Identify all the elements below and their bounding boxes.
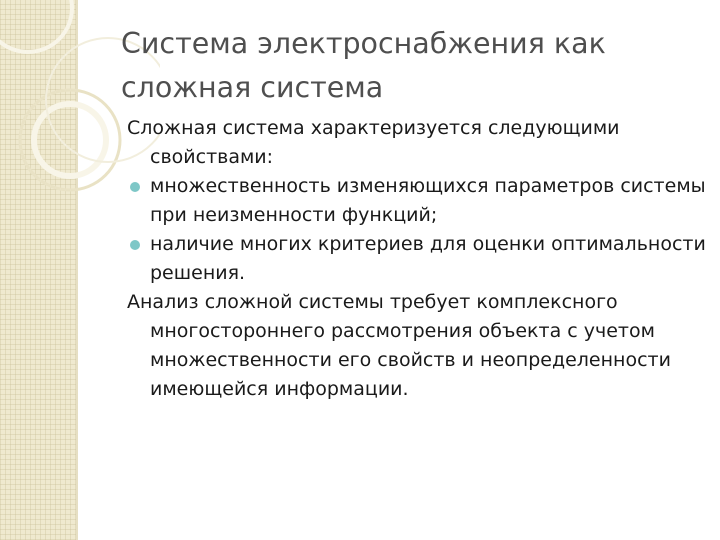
conclusion-paragraph: Анализ сложной системы требует комплексного многостороннего рассмотрения объекта с учетом множественности его свойств и неопределенности имеющейся информации.	[127, 291, 671, 400]
slide-title: Система электроснабжения как сложная система	[121, 27, 606, 104]
bullet-icon	[130, 240, 140, 250]
slide-body	[127, 114, 707, 404]
intro-paragraph: Сложная система характеризуется следующими свойствами:	[127, 117, 620, 168]
bullet-text: множественность изменяющихся параметров системы при неизменности функций;	[150, 175, 706, 226]
bullet-text: наличие многих критериев для оценки оптимальности решения.	[150, 233, 706, 284]
bullet-item	[127, 230, 707, 288]
bullet-item	[127, 172, 707, 230]
bullet-icon	[130, 182, 140, 192]
